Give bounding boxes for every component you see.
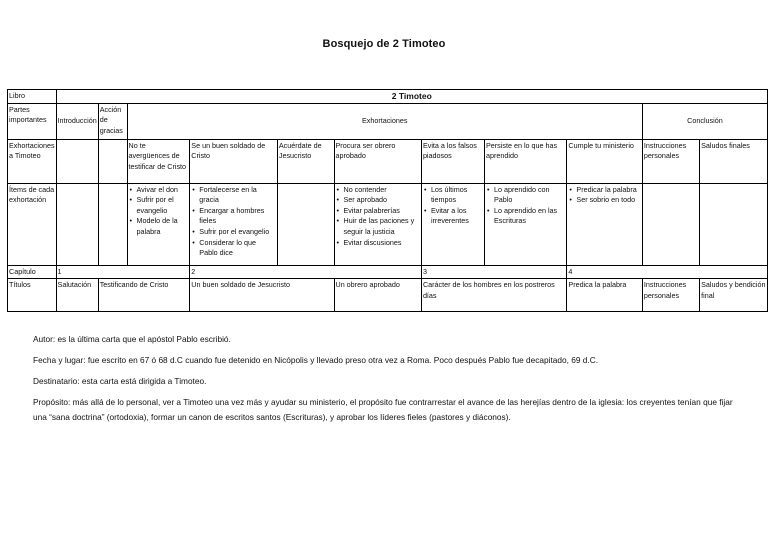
items-cell xyxy=(485,183,567,265)
exhortacion-header: Persiste en lo que has aprendido xyxy=(485,139,567,183)
list-item: • Considerar lo que Pablo dice xyxy=(199,238,276,259)
titulos-label: Títulos xyxy=(8,279,57,312)
exhortaciones-header: Exhortaciones xyxy=(127,103,642,139)
exhortacion-header: Procura ser obrero aprobado xyxy=(334,139,421,183)
document-title: Bosquejo de 2 Timoteo xyxy=(322,38,446,50)
libro-row xyxy=(8,90,768,104)
items-cell xyxy=(421,183,484,265)
empty-cell xyxy=(277,183,334,265)
exhortaciones-label: Exhortaciones a Timoteo xyxy=(8,139,57,183)
capitulo-number: 2 xyxy=(190,265,422,279)
empty-cell xyxy=(56,139,98,183)
list-item: • Predicar la palabra xyxy=(576,185,641,196)
fecha-paragraph: Fecha y lugar: fue escrito en 67 ó 68 d.C cuando fue detenido en Nicópolis y llevado preso otra vez a Roma. Poco después Pablo fue decapitado, 69 d.C. xyxy=(33,355,599,365)
list-item: • Los últimos tiempos xyxy=(431,185,483,206)
list-item: • Lo aprendido con Pablo xyxy=(494,185,565,206)
proposito-paragraph: Propósito: más allá de lo personal, ver a Timoteo una vez más y ayudar su ministerio, el propósito fue contrarrestar el avance de las herejías dentro de la iglesia: los creyentes tenían que fijar una “sana doctrina” (ortodoxia), formar un canon de escritos santos (Escrituras), y aprobar los líderes fieles (pastores y diáconos). xyxy=(33,397,733,422)
exhortacion-header: Cumple tu ministerio xyxy=(567,139,643,183)
partes-label: Partes importantes xyxy=(8,103,57,139)
exhortacion-header: Se un buen soldado de Cristo xyxy=(190,139,278,183)
empty-cell xyxy=(98,139,127,183)
list-item: • Sufrir por el evangelio xyxy=(199,227,276,238)
list-item: • Avivar el don xyxy=(137,185,189,196)
titulos-row xyxy=(8,279,768,312)
capitulo-number: 3 xyxy=(421,265,566,279)
titulo-cell: Un buen soldado de Jesucristo xyxy=(190,279,334,312)
conclusion-header: Conclusión xyxy=(642,103,767,139)
outline-table xyxy=(7,89,768,312)
empty-cell xyxy=(56,183,98,265)
list-item: • Evitar discusiones xyxy=(344,238,420,249)
titulo-cell: Saludos y bendición final xyxy=(700,279,768,312)
capitulo-number: 4 xyxy=(567,265,768,279)
exhortaciones-row xyxy=(8,139,768,183)
list-item: • Ser aprobado xyxy=(344,195,420,206)
exhortacion-header: Evita a los falsos piadosos xyxy=(421,139,484,183)
titulo-cell: Testificando de Cristo xyxy=(98,279,190,312)
conclusion-item-header: Saludos finales xyxy=(700,139,768,183)
items-cell xyxy=(567,183,643,265)
exhortacion-header: No te avergüences de testificar de Cristo xyxy=(127,139,190,183)
list-item: • Modelo de la palabra xyxy=(137,216,189,237)
list-item: • Huir de las paciones y seguir la justicia xyxy=(344,216,420,237)
capitulo-label: Capítulo xyxy=(8,265,57,279)
capitulo-row xyxy=(8,265,768,279)
list-item: • Evitar a los irreverentes xyxy=(431,206,483,227)
list-item: • Sufrir por el evangelio xyxy=(137,195,189,216)
empty-cell xyxy=(642,183,699,265)
titulo-cell: Carácter de los hombres en los postreros días xyxy=(421,279,566,312)
accion-de-gracias-header: Acción de gracias xyxy=(98,103,127,139)
list-item: • Encargar a hombres fieles xyxy=(199,206,276,227)
list-item: • Evitar palabrerías xyxy=(344,206,420,217)
items-cell xyxy=(127,183,190,265)
list-item: • Fortalecerse en la gracia xyxy=(199,185,276,206)
titulo-cell: Predica la palabra xyxy=(567,279,643,312)
conclusion-item-header: Instrucciones personales xyxy=(642,139,699,183)
titulo-cell: Salutación xyxy=(56,279,98,312)
items-label: Ítems de cada exhortación xyxy=(8,183,57,265)
empty-cell xyxy=(700,183,768,265)
autor-paragraph: Autor: es la última carta que el apóstol Pablo escribió. xyxy=(33,334,231,344)
capitulo-number: 1 xyxy=(56,265,190,279)
titulo-cell: Un obrero aprobado xyxy=(334,279,421,312)
introduccion-header: Introducción xyxy=(56,103,98,139)
items-row xyxy=(8,183,768,265)
list-item: • No contender xyxy=(344,185,420,196)
partes-row xyxy=(8,103,768,139)
list-item: • Ser sobrio en todo xyxy=(576,195,641,206)
list-item: • Lo aprendido en las Escrituras xyxy=(494,206,565,227)
destinatario-paragraph: Destinatario: esta carta está dirigida a Timoteo. xyxy=(33,376,207,386)
empty-cell xyxy=(98,183,127,265)
items-cell xyxy=(190,183,278,265)
libro-value: 2 Timoteo xyxy=(56,90,767,104)
items-cell xyxy=(334,183,421,265)
libro-label: Libro xyxy=(8,90,57,104)
exhortacion-header: Acuérdate de Jesucristo xyxy=(277,139,334,183)
titulo-cell: Instrucciones personales xyxy=(642,279,699,312)
notes-section xyxy=(33,332,733,431)
